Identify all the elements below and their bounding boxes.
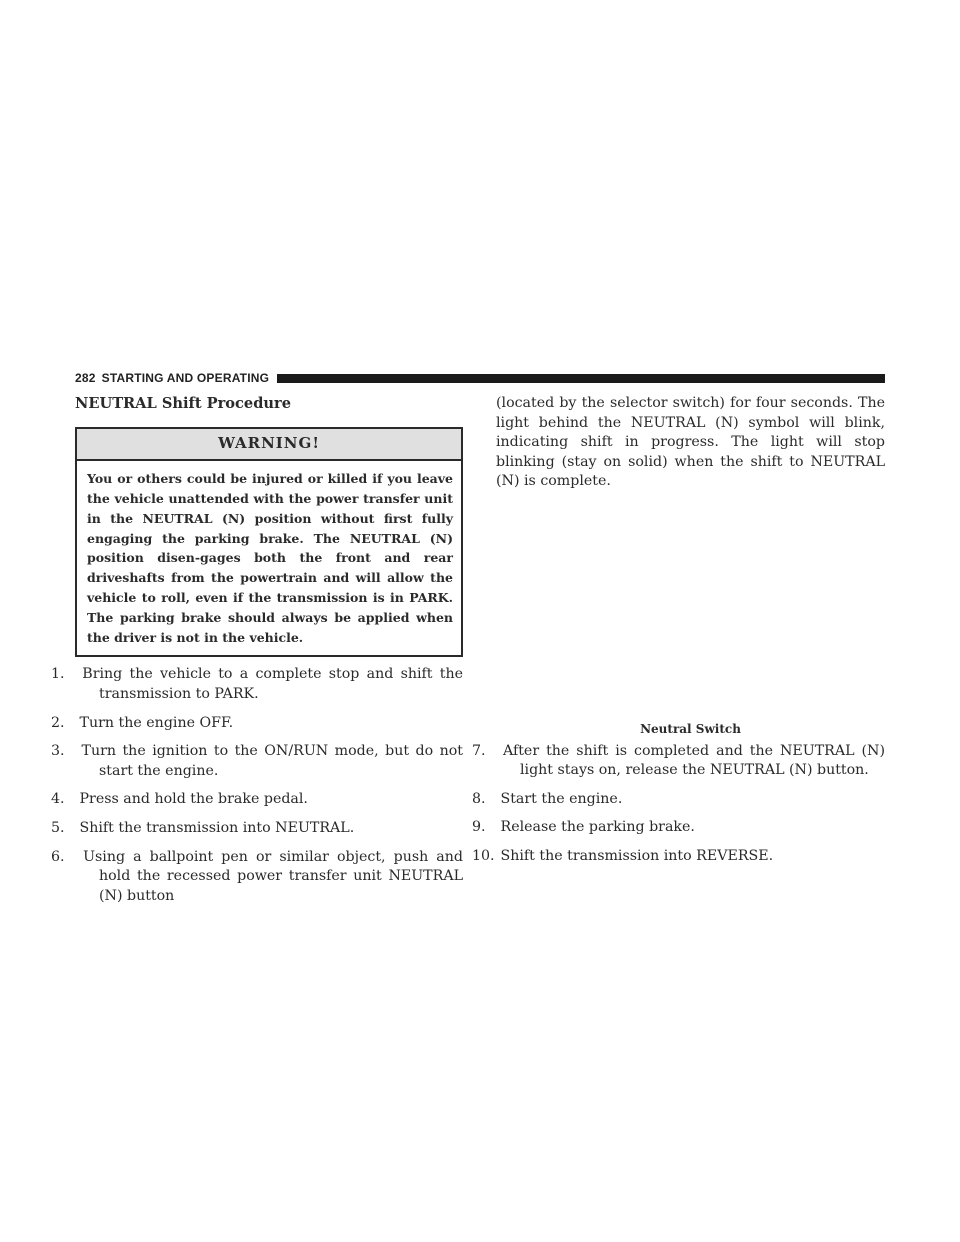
left-column	[51, 394, 463, 915]
step-text: Using a ballpoint pen or similar object, push and hold the recessed power transfer unit NEUTRAL (N) button	[83, 848, 463, 904]
procedure-heading: NEUTRAL Shift Procedure	[75, 395, 291, 412]
warning-text: You or others could be injured or killed if you leave the vehicle unattended with the power transfer unit in the NEUTRAL (N) position without first fully engaging the parking brake. The NEUTRAL (N) position disen-gages both the front and rear driveshafts from the powertrain and will allow the vehicle to roll, even if the transmission is in PARK. The parking brake should always be applied when the driver is not in the vehicle.	[87, 471, 453, 645]
section-title: STARTING AND OPERATING	[101, 371, 270, 385]
step-2: 2. Turn the engine OFF.	[51, 714, 234, 731]
step-text: Turn the ignition to the ON/RUN mode, but do not start the engine.	[81, 743, 463, 779]
step-text: Turn the engine OFF.	[79, 714, 234, 731]
right-column	[472, 394, 885, 876]
step-text: Bring the vehicle to a complete stop and shift the transmission to PARK.	[82, 666, 463, 702]
page-header	[75, 370, 885, 386]
step-text: Press and hold the brake pedal.	[79, 791, 308, 808]
step-text: Start the engine.	[500, 790, 623, 807]
warning-box	[75, 427, 463, 658]
warning-title: WARNING!	[77, 429, 461, 462]
step-4: 4. Press and hold the brake pedal.	[51, 791, 308, 808]
figure-caption: Neutral Switch	[640, 721, 741, 736]
step-3: 3. Turn the ignition to the ON/RUN mode, but do not start the engine.	[51, 743, 463, 779]
step-10: 10. Shift the transmission into REVERSE.	[472, 847, 774, 864]
step-5: 5. Shift the transmission into NEUTRAL.	[51, 819, 355, 836]
header-rule	[277, 374, 885, 383]
page-number: 282	[75, 371, 96, 385]
step-text: Shift the transmission into NEUTRAL.	[79, 819, 355, 836]
step-text: Shift the transmission into REVERSE.	[500, 847, 774, 864]
neutral-switch-figure	[496, 492, 885, 720]
step-9: 9. Release the parking brake.	[472, 819, 695, 836]
step-1: 1. Bring the vehicle to a complete stop and shift the transmission to PARK.	[51, 666, 463, 702]
step-text: After the shift is completed and the NEUTRAL (N) light stays on, release the NEUTRAL (N) button.	[502, 742, 885, 779]
step-6-continuation: (located by the selector switch) for four seconds. The light behind the NEUTRAL (N) symbol will blink, indicating shift in progress. The light will stop blinking (stay on solid) when the shift to NEUTRAL (N) is complete.	[496, 395, 885, 490]
step-6: 6. Using a ballpoint pen or similar object, push and hold the recessed power transfer unit NEUTRAL (N) button	[51, 848, 463, 904]
step-7: 7. After the shift is completed and the NEUTRAL (N) light stays on, release the NEUTRAL (N) button.	[472, 742, 885, 779]
step-text: Release the parking brake.	[500, 819, 695, 836]
step-8: 8. Start the engine.	[472, 790, 623, 807]
